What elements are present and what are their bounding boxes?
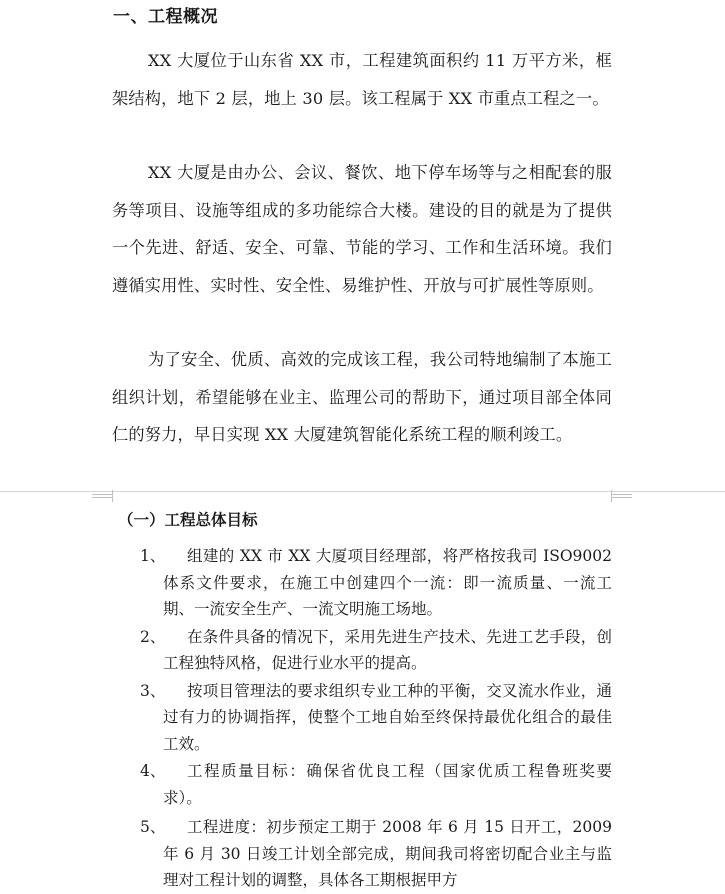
list-item [140, 814, 612, 894]
list-item-number: 4、 [140, 762, 166, 780]
list-item-number: 3、 [140, 681, 166, 700]
list-item [140, 758, 612, 811]
section-heading-overview: 一、工程概况 [113, 7, 218, 27]
list-item-number: 5、 [140, 818, 166, 836]
margin-corner-mark [92, 494, 113, 502]
list-item [140, 678, 612, 758]
list-item-text: 组建的 XX 市 XX 大厦项目经理部，将严格按我司 ISO9002 体系文件要求，在施工中创建四个一流：即一流质量、一流工期、一流安全生产、一流文明施工场地。 [163, 547, 612, 618]
list-item-number: 1、 [140, 547, 166, 565]
section-heading-goals: （一）工程总体目标 [118, 511, 258, 529]
overview-paragraph-1: XX 大厦位于山东省 XX 市，工程建筑面积约 11 万平方米，框架结构，地下 2 层，地上 30 层。该工程属于 XX 市重点工程之一。 [112, 51, 612, 108]
list-item-text: 在条件具备的情况下，采用先进生产技术、先进工艺手段，创工程独特风格，促进行业水平的提高。 [163, 627, 612, 672]
list-item-number: 2、 [140, 627, 166, 646]
goals-list [140, 543, 612, 894]
list-item [140, 543, 612, 623]
list-item-text: 按项目管理法的要求组织专业工种的平衡，交叉流水作业，通过有力的协调指挥，使整个工地自始至终保持最优化组合的最佳工效。 [163, 681, 612, 753]
overview-paragraph-2: XX 大厦是由办公、会议、餐饮、地下停车场等与之相配套的服务等项目、设施等组成的多功能综合大楼。建设的目的就是为了提供一个先进、舒适、安全、可靠、节能的学习、工作和生活环境。我们遵循实用性、实时性、安全性、易维护性、开放与可扩展性等原则。 [112, 163, 612, 295]
list-item-text: 工程质量目标：确保省优良工程（国家优质工程鲁班奖要求）。 [163, 762, 612, 807]
list-item-text: 工程进度：初步预定工期于 2008 年 6 月 15 日开工，2009 年 6 月 30 日竣工计划全部完成，期间我司将密切配合业主与监理对工程计划的调整，具体各工期根据甲方 [163, 818, 612, 889]
list-item [140, 624, 612, 677]
overview-paragraph-3: 为了安全、优质、高效的完成该工程，我公司特地编制了本施工组织计划，希望能够在业主、监理公司的帮助下，通过项目部全体同仁的努力，早日实现 XX 大厦建筑智能化系统工程的顺利竣工。 [112, 350, 612, 444]
margin-corner-mark [611, 494, 632, 502]
